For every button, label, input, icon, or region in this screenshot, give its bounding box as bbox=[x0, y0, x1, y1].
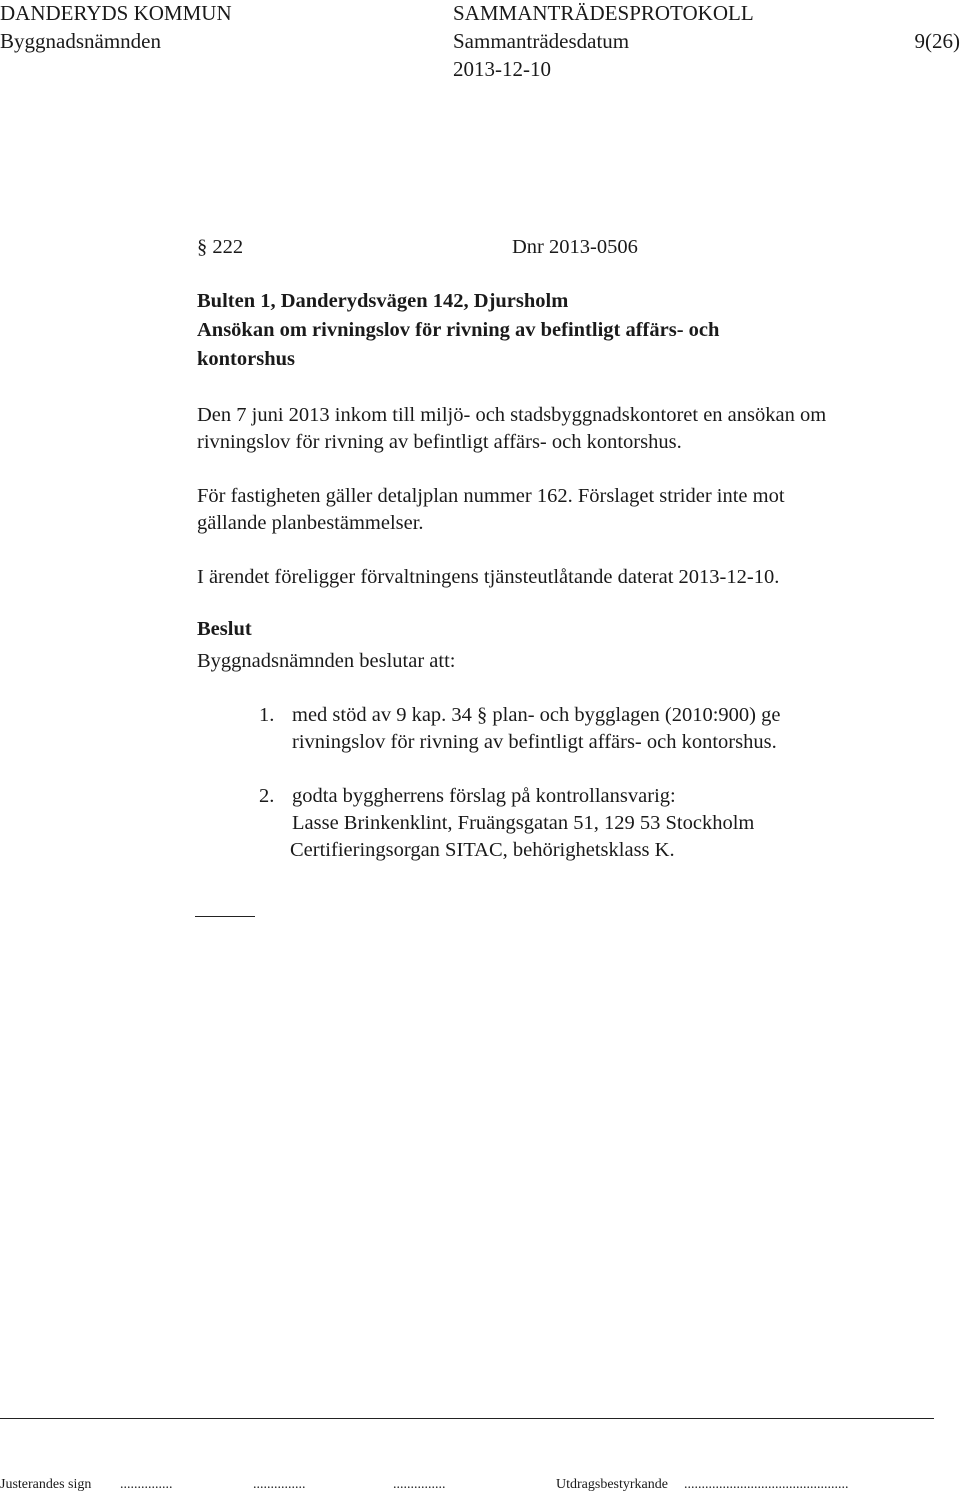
body-p2-line-2: gällande planbestämmelser. bbox=[197, 512, 424, 534]
page-number: 9(26) bbox=[914, 29, 960, 53]
item-2-line-1: godta byggherrens förslag på kontrollansvarig: bbox=[292, 785, 676, 807]
item-1-line-2: rivningslov för rivning av befintligt affärs- och kontorshus. bbox=[292, 731, 777, 753]
case-number: Dnr 2013-0506 bbox=[512, 236, 638, 258]
meeting-date-label: Sammanträdesdatum bbox=[453, 29, 630, 53]
extract-dots: ............................................... bbox=[684, 1477, 849, 1492]
item-1-text-a: med stöd av 9 kap. 34 bbox=[292, 704, 472, 726]
body-p3: I ärendet föreligger förvaltningens tjänsteutlåtande daterat 2013-12-10. bbox=[197, 566, 780, 588]
item-2-line-3: Certifieringsorgan SITAC, behörighetsklass K. bbox=[290, 839, 675, 861]
section-number: 222 bbox=[212, 236, 244, 258]
committee-name: Byggnadsnämnden bbox=[0, 29, 161, 53]
item-1-line-1 bbox=[292, 702, 780, 728]
body-p1-line-2: rivningslov för rivning av befintligt affärs- och kontorshus. bbox=[197, 431, 682, 453]
signature-label: Justerandes sign bbox=[0, 1477, 92, 1492]
org-name: DANDERYDS KOMMUN bbox=[0, 1, 232, 25]
title-line-3: kontorshus bbox=[197, 348, 295, 370]
item-1-number: 1. bbox=[259, 704, 275, 726]
footer-rule bbox=[0, 1418, 934, 1419]
item-2-number: 2. bbox=[259, 785, 275, 807]
decision-intro: Byggnadsnämnden beslutar att: bbox=[197, 650, 456, 672]
document-type: SAMMANTRÄDESPROTOKOLL bbox=[453, 1, 754, 25]
meeting-date: 2013-12-10 bbox=[453, 57, 551, 81]
body-p1-line-1: Den 7 juni 2013 inkom till miljö- och stadsbyggnadskontoret en ansökan om bbox=[197, 404, 827, 426]
item-1-text-b: plan- och bygglagen (2010:900) ge bbox=[492, 704, 781, 726]
signature-dots-1: ............... bbox=[120, 1477, 173, 1492]
section-symbol: § bbox=[197, 236, 208, 258]
section-symbol: § bbox=[477, 704, 488, 726]
title-line-2: Ansökan om rivningslov för rivning av befintligt affärs- och bbox=[197, 319, 720, 341]
title-line-1: Bulten 1, Danderydsvägen 142, Djursholm bbox=[197, 290, 569, 312]
signature-dots-2: ............... bbox=[253, 1477, 306, 1492]
extract-label: Utdragsbestyrkande bbox=[556, 1477, 668, 1492]
signature-dots-3: ............... bbox=[393, 1477, 446, 1492]
body-p2-line-1: För fastigheten gäller detaljplan nummer 162. Förslaget strider inte mot bbox=[197, 485, 785, 507]
section-heading bbox=[197, 234, 243, 260]
decision-heading: Beslut bbox=[197, 618, 252, 640]
end-mark-line bbox=[195, 916, 255, 917]
item-2-line-2: Lasse Brinkenklint, Fruängsgatan 51, 129 53 Stockholm bbox=[292, 812, 755, 834]
